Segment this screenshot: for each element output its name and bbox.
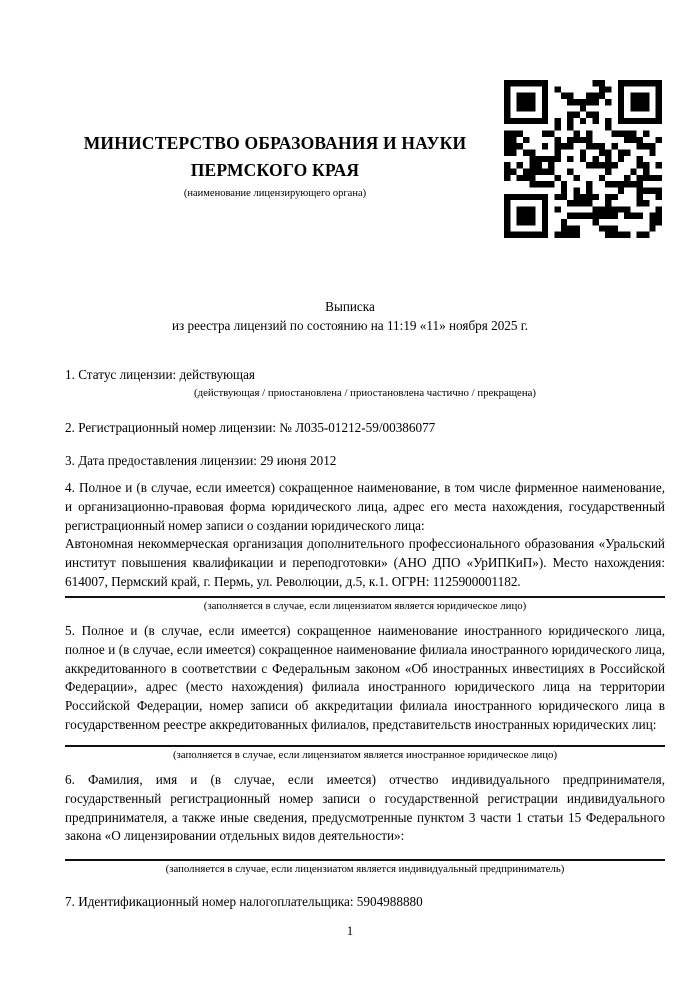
page-number: 1 [346,924,354,938]
individual-entrepreneur-field-line [65,859,665,861]
ministry-name-line2: ПЕРМСКОГО КРАЯ [190,160,360,180]
licensing-authority-header [45,130,505,201]
qr-code [504,80,662,238]
taxpayer-id-text: 7. Идентификационный номер налогоплательщика: 5904988880 [65,894,423,909]
item-individual-entrepreneur [65,771,665,877]
legal-entity-intro: 4. Полное и (в случае, если имеется) сокращенное наименование, в том числе фирменное наименование, и организационно-правовая форма юридического лица, адрес его места нахождения, государственный регистрационный номер записи о создании юридического лица: [65,480,665,533]
foreign-entity-field-line [65,745,665,747]
item-taxpayer-id [65,893,665,912]
item-registration-number [65,419,665,438]
foreign-entity-intro: 5. Полное и (в случае, если имеется) сокращенное наименование иностранного юридического лица, полное и (в случае, если имеется) сокращенное наименование филиала иностранного юридического лица, аккредитованного в соответствии с Федеральным законом «Об иностранных инвестициях в Российской Федерации», адрес (место нахождения) филиала иностранного юридического лица на территории Российской Федерации, номер записи об аккредитации филиала иностранного юридического лица в государственном реестре аккредитованных филиалов, представительств иностранных юридических лиц: [65,623,665,732]
document-title-line2: из реестра лицензий по состоянию на 11:19 «11» ноября 2025 г. [171,318,529,333]
legal-entity-value: Автономная некоммерческая организация дополнительного профессионального образования «Уральский институт повышения квалификации и переподготовки» (АНО ДПО «УрИПКиП»). Место нахождения: 614007, Пермский край, г. Пермь, ул. Революции, д.5, к.1. ОГРН: 1125900001182. [65,536,665,589]
registration-number-text: 2. Регистрационный номер лицензии: № Л035-01212-59/00386077 [65,420,436,435]
document-title [0,297,700,335]
licensing-authority-caption: (наименование лицензирующего органа) [183,188,367,199]
item-foreign-entity [65,622,665,763]
legal-entity-caption: (заполняется в случае, если лицензиатом является юридическое лицо) [203,599,527,612]
item-legal-entity [65,479,665,614]
grant-date-text: 3. Дата предоставления лицензии: 29 июня 2012 [65,453,337,468]
item-license-status [65,366,665,401]
individual-entrepreneur-caption: (заполняется в случае, если лицензиатом является индивидуальный предприниматель) [165,863,565,876]
ministry-name-line1: МИНИСТЕРСТВО ОБРАЗОВАНИЯ И НАУКИ [83,133,467,153]
license-status-text: 1. Статус лицензии: действующая [65,367,256,382]
individual-entrepreneur-intro: 6. Фамилия, имя и (в случае, если имеется) отчество индивидуального предпринимателя, государственный регистрационный номер записи о государственной регистрации индивидуального предпринимателя, а также иные сведения, предусмотренные пунктом 3 части 1 статьи 15 Федерального закона «О лицензировании отдельных видов деятельности»: [65,772,665,844]
item-grant-date [65,452,665,471]
license-status-options-caption: (действующая / приостановлена / приостановлена частично / прекращена) [194,386,536,399]
legal-entity-field-line [65,596,665,598]
document-title-line1: Выписка [325,299,375,314]
foreign-entity-caption: (заполняется в случае, если лицензиатом является иностранное юридическое лицо) [172,748,558,761]
